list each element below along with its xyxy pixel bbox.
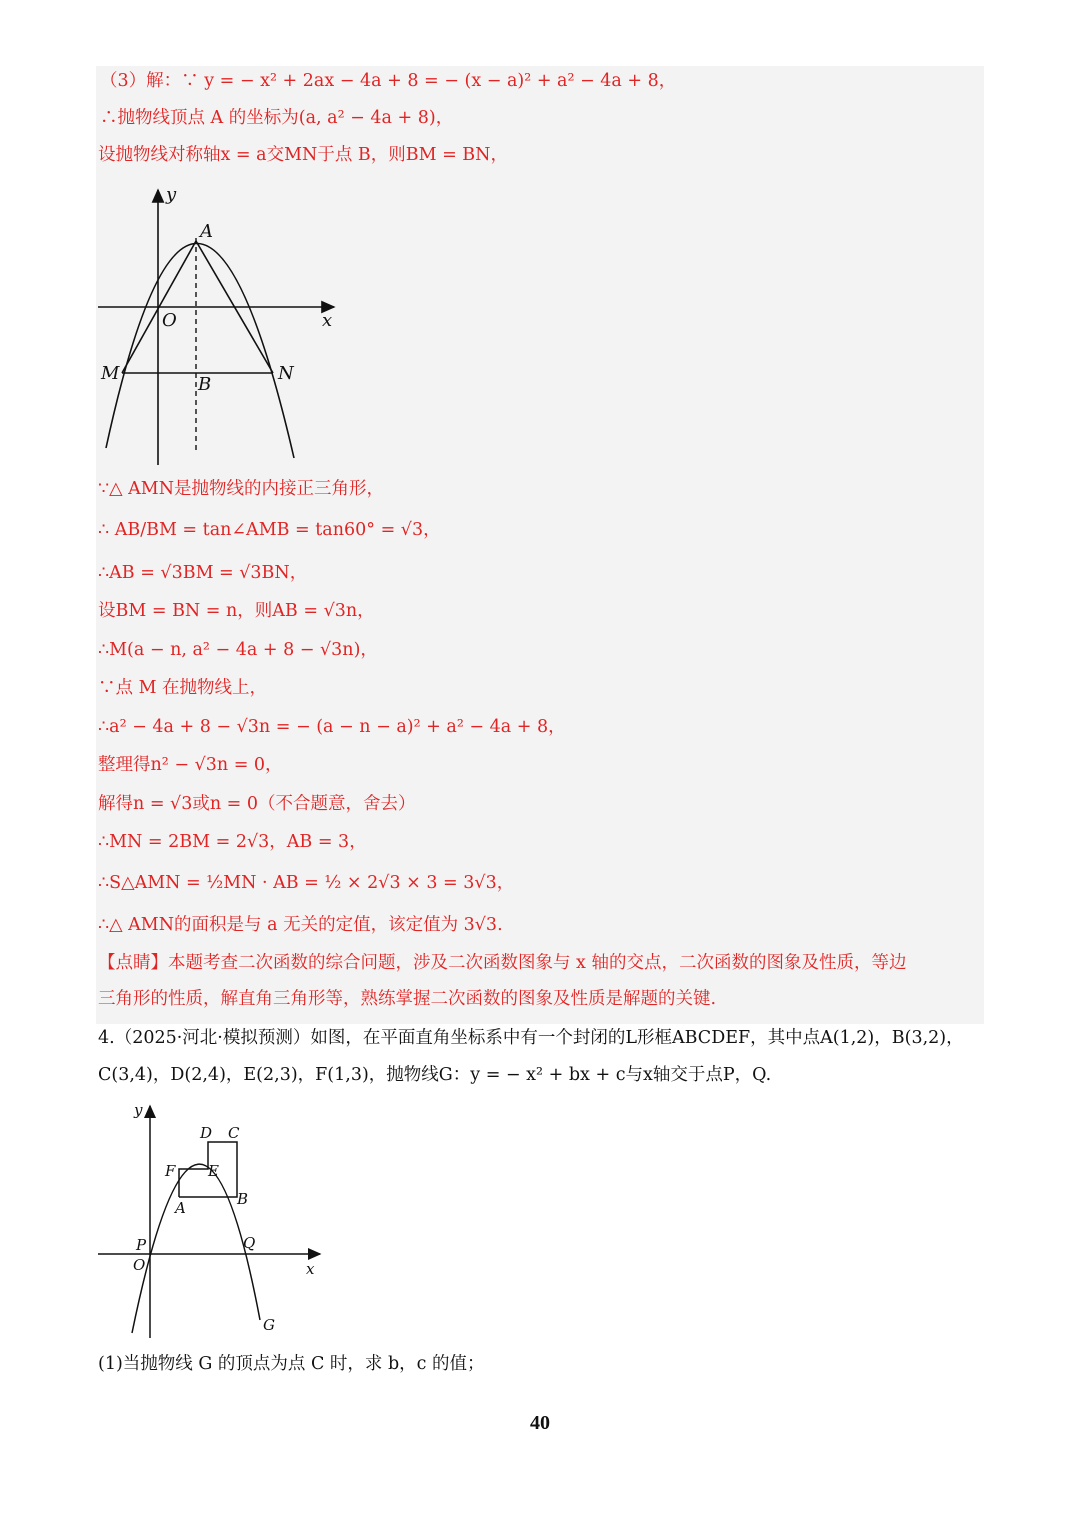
solution-line-2: ∴抛物线顶点 A 的坐标为(a, a² − 4a + 8)，: [100, 108, 454, 128]
label-y: y: [166, 184, 177, 205]
comment-line-2: 三角形的性质，解直角三角形等，熟练掌握二次函数的图象及性质是解题的关键.: [98, 989, 717, 1009]
solution-line-8: ∴M(a − n, a² − 4a + 8 − √3n)，: [98, 640, 378, 660]
label-o: O: [162, 310, 177, 331]
label-f: F: [165, 1162, 176, 1180]
label-o-2: O: [133, 1256, 146, 1274]
solution-line-7: 设BM = BN = n，则AB = √3n，: [98, 601, 375, 621]
solution-line-10: ∴a² − 4a + 8 − √3n = − (a − n − a)² + a² − 4a + 8，: [98, 717, 566, 737]
label-x: x: [322, 310, 333, 331]
solution-line-14: ∴S△AMN = ½MN · AB = ½ × 2√3 × 3 = 3√3，: [98, 873, 515, 893]
label-g: G: [263, 1316, 275, 1334]
solution-line-1: （3）解：∵ y = − x² + 2ax − 4a + 8 = − (x − a)² + a² − 4a + 8，: [100, 71, 677, 91]
solution-line-13: ∴MN = 2BM = 2√3，AB = 3，: [98, 832, 367, 852]
question-1: (1)当抛物线 G 的顶点为点 C 时，求 b，c 的值；: [98, 1354, 485, 1374]
figure-l-frame: [96, 1098, 336, 1343]
figure-parabola-triangle: [96, 180, 346, 470]
label-c: C: [228, 1124, 240, 1142]
label-p: P: [136, 1236, 147, 1254]
solution-line-6: ∴AB = √3BM = √3BN，: [98, 563, 308, 583]
problem-line-2: C(3,4)，D(2,4)，E(2,3)，F(1,3)，抛物线G：y = − x² + bx + c与x轴交于点P，Q.: [98, 1065, 772, 1085]
label-a: A: [200, 221, 213, 242]
solution-line-12: 解得n = √3或n = 0（不合题意，舍去）: [98, 794, 416, 814]
label-a-2: A: [175, 1199, 186, 1217]
label-d: D: [200, 1124, 213, 1142]
comment-line-1: 【点睛】本题考查二次函数的综合问题，涉及二次函数图象与 x 轴的交点，二次函数的图象及性质，等边: [98, 953, 907, 973]
label-b: B: [198, 374, 212, 395]
label-q: Q: [243, 1234, 256, 1252]
solution-line-15: ∴△ AMN的面积是与 a 无关的定值，该定值为 3√3.: [98, 915, 503, 935]
problem-line-1: 4.（2025·河北·模拟预测）如图，在平面直角坐标系中有一个封闭的L形框ABCDEF，其中点A(1,2)，B(3,2)，: [98, 1028, 964, 1048]
label-m: M: [101, 363, 120, 384]
solution-line-11: 整理得n² − √3n = 0，: [98, 755, 283, 775]
solution-line-3: 设抛物线对称轴x = a交MN于点 B，则BM = BN，: [98, 145, 508, 165]
label-y-2: y: [134, 1101, 143, 1119]
label-e: E: [208, 1162, 219, 1180]
solution-line-5: ∴ AB/BM = tan∠AMB = tan60° = √3，: [98, 520, 441, 540]
label-n: N: [278, 363, 294, 384]
label-b-2: B: [237, 1190, 249, 1208]
solution-line-4: ∵△ AMN是抛物线的内接正三角形，: [98, 479, 385, 499]
page-number: 40: [530, 1412, 550, 1434]
solution-line-9: ∵点 M 在抛物线上，: [98, 678, 268, 698]
label-x-2: x: [306, 1260, 315, 1278]
